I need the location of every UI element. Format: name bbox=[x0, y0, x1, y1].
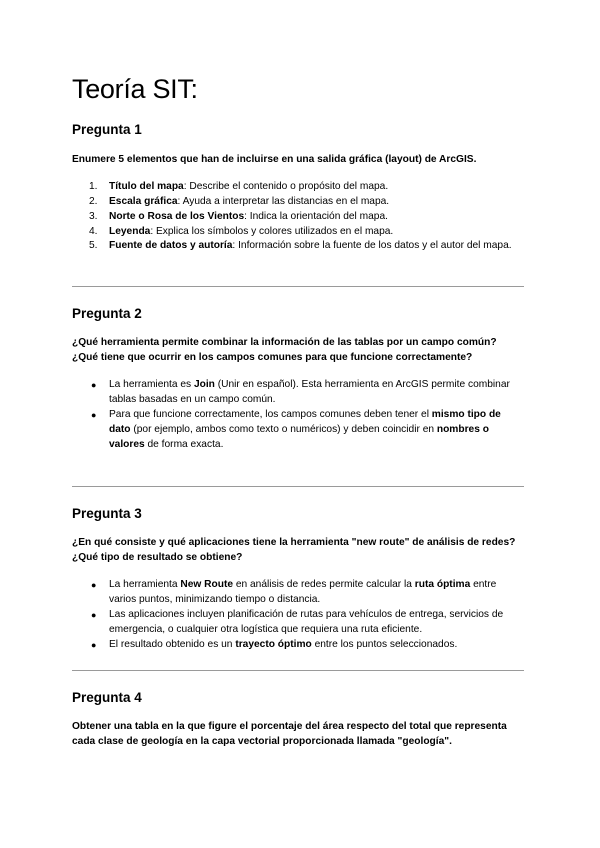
bullet-icon: ● bbox=[91, 580, 97, 591]
section-heading: Pregunta 2 bbox=[72, 306, 142, 321]
list-item bbox=[72, 239, 524, 254]
item-emphasis: New Route bbox=[180, 579, 233, 591]
list-item bbox=[72, 210, 524, 225]
item-emphasis: Join bbox=[193, 379, 215, 391]
bullet-list bbox=[72, 378, 524, 452]
list-item bbox=[72, 180, 524, 195]
section-pregunta-2 bbox=[72, 306, 524, 452]
section-pregunta-4 bbox=[72, 690, 524, 749]
item-term: Escala gráfica bbox=[109, 196, 178, 207]
list-item bbox=[72, 638, 524, 653]
item-text: (Unir en español). Esta herramienta en ArcGIS permite combinar tablas basadas en un campo común. bbox=[109, 379, 510, 406]
item-text: entre varios puntos, minimizando tiempo o distancia. bbox=[109, 579, 497, 606]
item-term: Norte o Rosa de los Vientos bbox=[109, 210, 245, 222]
section-heading: Pregunta 3 bbox=[72, 506, 142, 521]
item-text: : Describe el contenido o propósito del mapa. bbox=[183, 181, 389, 193]
list-number: 4. bbox=[89, 225, 98, 237]
numbered-list bbox=[72, 180, 524, 254]
bullet-icon: ● bbox=[91, 610, 97, 620]
bullet-list bbox=[72, 578, 524, 652]
item-text: : Ayuda a interpretar las distancias en el mapa. bbox=[177, 196, 390, 207]
question-text: Enumere 5 elementos que han de incluirse en una salida gráfica (layout) de ArcGIS. bbox=[72, 154, 477, 165]
list-item bbox=[72, 608, 524, 638]
item-text: en análisis de redes permite calcular la bbox=[233, 579, 415, 591]
item-term: Leyenda bbox=[109, 225, 151, 237]
bullet-icon: ● bbox=[91, 380, 97, 391]
bullet-icon: ● bbox=[91, 639, 97, 650]
item-text: Para que funcione correctamente, los campos comunes deben tener el bbox=[109, 409, 432, 420]
question-text: Obtener una tabla en la que figure el porcentaje del área respecto del total que representa cada clase de geología en la capa vectorial proporcionada llamada "geología". bbox=[72, 721, 507, 748]
item-emphasis: ruta óptima bbox=[414, 579, 471, 591]
item-text: La herramienta es bbox=[109, 379, 194, 391]
item-emphasis: mismo tipo de dato bbox=[109, 409, 501, 435]
item-text: El resultado obtenido es un bbox=[109, 638, 236, 650]
horizontal-rule bbox=[72, 670, 524, 671]
section-heading: Pregunta 1 bbox=[72, 122, 142, 137]
list-number: 3. bbox=[89, 210, 98, 222]
item-emphasis: trayecto óptimo bbox=[235, 638, 312, 650]
item-text: Las aplicaciones incluyen planificación de rutas para vehículos de entrega, servicios de emergencia, o cualquier otra logística que requiera una ruta eficiente. bbox=[109, 609, 504, 635]
list-item bbox=[72, 408, 524, 452]
item-text: : Explica los símbolos y colores utilizados en el mapa. bbox=[150, 225, 394, 237]
bullet-icon: ● bbox=[91, 410, 97, 420]
item-text: : Información sobre la fuente de los datos y el autor del mapa. bbox=[232, 240, 512, 252]
item-emphasis: nombres o valores bbox=[109, 423, 489, 450]
question-text: ¿En qué consiste y qué aplicaciones tiene la herramienta "new route" de análisis de redes? ¿Qué tipo de resultado se obtiene? bbox=[72, 537, 516, 564]
item-text: de forma exacta. bbox=[144, 438, 224, 450]
horizontal-rule bbox=[72, 486, 524, 487]
horizontal-rule bbox=[72, 286, 524, 287]
item-text: : Indica la orientación del mapa. bbox=[244, 210, 388, 222]
document-title: Teoría SIT: bbox=[72, 74, 198, 104]
question-text: ¿Qué herramienta permite combinar la información de las tablas por un campo común? ¿Qué tiene que ocurrir en los campos comunes para que funcione correctamente? bbox=[72, 337, 497, 364]
item-text: (por ejemplo, ambos como texto o numéricos) y deben coincidir en bbox=[130, 423, 437, 435]
item-text: La herramienta bbox=[109, 579, 181, 591]
list-item bbox=[72, 378, 524, 408]
list-number: 2. bbox=[89, 196, 98, 207]
list-number: 1. bbox=[89, 181, 98, 193]
list-number: 5. bbox=[89, 240, 98, 252]
section-heading: Pregunta 4 bbox=[72, 690, 142, 705]
list-item bbox=[72, 195, 524, 210]
item-text: entre los puntos seleccionados. bbox=[311, 638, 458, 650]
section-pregunta-1 bbox=[72, 122, 524, 254]
section-pregunta-3 bbox=[72, 506, 524, 652]
list-item bbox=[72, 578, 524, 608]
list-item bbox=[72, 225, 524, 240]
item-term: Fuente de datos y autoría bbox=[109, 240, 233, 252]
item-term: Título del mapa bbox=[109, 181, 184, 193]
